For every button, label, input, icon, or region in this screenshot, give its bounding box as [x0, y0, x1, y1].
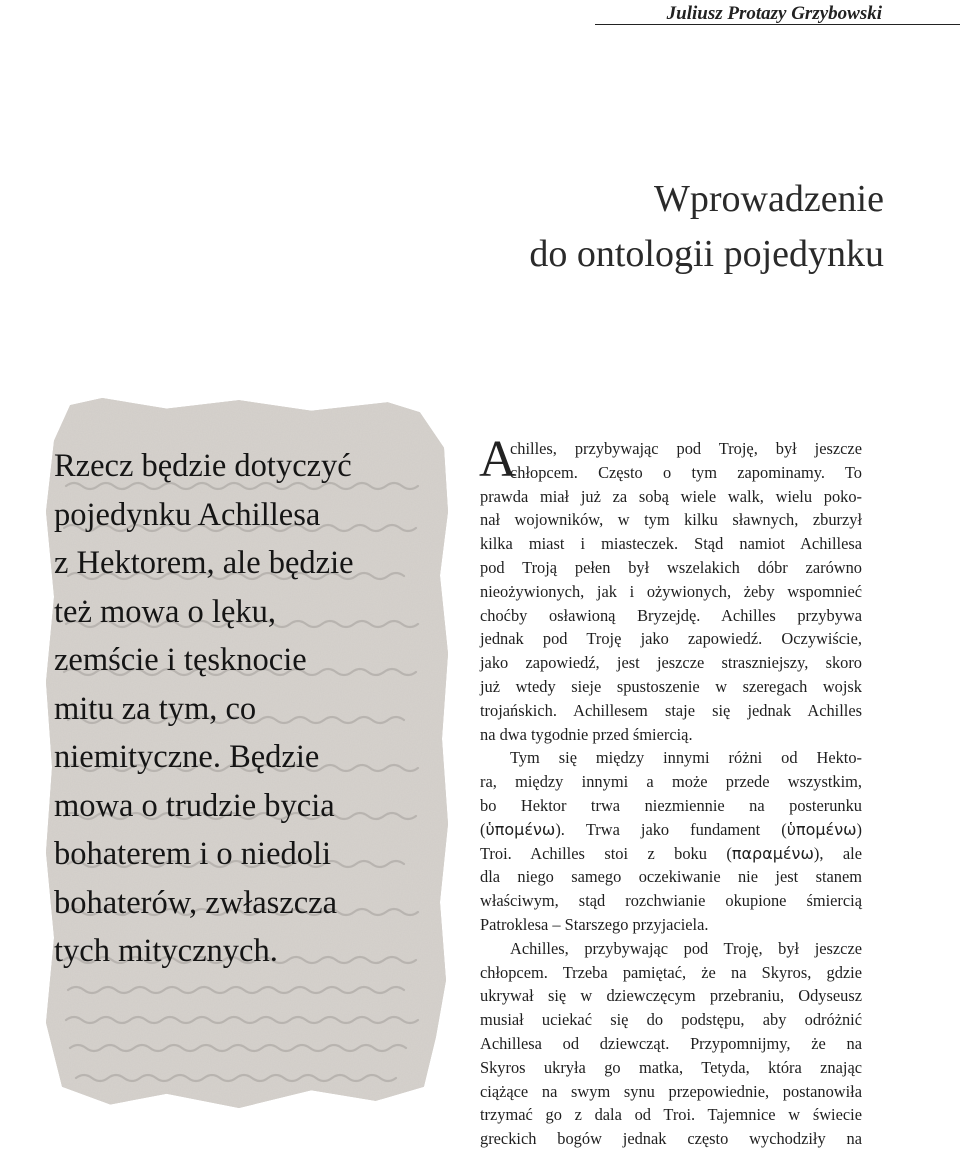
body-line: kilka miast i miasteczek. Stąd namiot Achillesa	[480, 534, 862, 554]
text-fragment: ), ale	[813, 843, 862, 863]
pull-quote-line: zemście i tęsknocie	[54, 642, 307, 678]
body-line: pod Troją pełen był wszelakich dóbr zarówno	[480, 557, 862, 577]
body-line: choćby osławioną Bryzejdę. Achilles przybywa	[480, 605, 862, 625]
pull-quote-line: Rzecz będzie dotyczyć	[54, 448, 352, 484]
body-line: chłopcem. Trzeba pamiętać, że na Skyros, gdzie	[480, 962, 862, 982]
body-line: już wtedy sieje spustoszenie w szeregach wojsk	[480, 676, 862, 696]
body-line: Achilles, przybywając pod Troję, był jeszcze	[510, 938, 862, 958]
body-line: ukrywał się w dziewczęcym przebraniu, Odyseusz	[480, 986, 862, 1006]
pull-quote-line: niemityczne. Będzie	[54, 739, 320, 775]
body-line: Tym się między innymi różni od Hekto-	[510, 748, 862, 768]
body-line: na dwa tygodnie przed śmiercią.	[480, 724, 693, 744]
body-line-greek	[480, 842, 862, 866]
text-fragment: (	[480, 819, 486, 839]
pull-quote-line: mowa o trudzie bycia	[54, 787, 335, 824]
author-name: Juliusz Protazy Grzybowski	[666, 3, 882, 24]
pull-quote-line: tych mitycznych.	[54, 933, 278, 969]
body-line: ciążące na swym synu przepowiednie, postanowiła	[480, 1081, 862, 1101]
body-line: Patroklesa – Starszego przyjaciela.	[480, 914, 709, 934]
body-line: trzymać go z dala od Troi. Tajemnice w świecie	[480, 1105, 862, 1125]
body-line: Skyros ukryła go matka, Tetyda, która znając	[480, 1057, 862, 1077]
greek-word: ὑπομένω	[786, 819, 857, 839]
text-fragment: Troi. Achilles stoi z boku (	[480, 843, 732, 863]
body-line-greek	[480, 818, 862, 842]
running-head	[595, 2, 960, 25]
chapter-title-line: Wprowadzenie	[654, 178, 884, 220]
body-line: nieożywionych, jak i ożywionych, żeby wspomnieć	[480, 581, 862, 601]
chapter-title	[384, 172, 884, 282]
pull-quote-line: też mowa o lęku,	[54, 593, 277, 630]
paragraph-2	[480, 746, 862, 936]
body-line: musiał uciekać się do podstępu, aby odróżnić	[480, 1010, 862, 1030]
body-line: ra, między innymi a może przede wszystkim,	[480, 772, 862, 792]
pull-quote	[54, 442, 434, 976]
body-line: Achillesa od dziewcząt. Przypomnijmy, że na	[480, 1033, 862, 1053]
paragraph-3	[480, 937, 862, 1151]
body-line: nał wojowników, w tym kilku sławnych, zburzył	[480, 510, 862, 530]
body-text	[479, 431, 862, 1151]
paragraph-1	[479, 431, 862, 746]
drop-cap: A	[479, 431, 517, 488]
body-line: jednak pod Troję jako zapowiedź. Oczywiście,	[480, 629, 862, 649]
text-fragment: ). Trwa jako fundament (	[555, 819, 787, 839]
body-line: bo Hektor trwa niezmiennie na posterunku	[480, 795, 862, 815]
greek-word: ὑπομένω	[485, 819, 556, 839]
body-line: jako zapowiedź, jest jeszcze straszniejszy, skoro	[480, 653, 862, 673]
body-line: właściwym, stąd rozchwianie okupione śmiercią	[480, 891, 862, 911]
body-line: chłopcem. Często o tym zapominamy. To	[510, 462, 862, 482]
pull-quote-line: mitu za tym, co	[54, 690, 257, 727]
body-line: trojańskich. Achillesem staje się jednak Achilles	[480, 700, 862, 720]
greek-word: παραμένω	[731, 843, 814, 863]
pull-quote-line: bohaterów, zwłaszcza	[54, 884, 338, 921]
body-line: greckich bogów jednak często wychodziły na	[480, 1129, 862, 1149]
pull-quote-line: z Hektorem, ale będzie	[54, 545, 354, 581]
body-line: chilles, przybywając pod Troję, był jeszcze	[510, 439, 862, 458]
pull-quote-line: bohaterem i o niedoli	[54, 836, 332, 872]
pull-quote-line: pojedynku Achillesa	[54, 496, 321, 533]
body-line: prawda miał już za sobą wiele walk, wielu poko-	[480, 486, 862, 506]
text-fragment: )	[856, 819, 862, 839]
chapter-title-line: do ontologii pojedynku	[529, 233, 884, 275]
body-line: dla niego samego oczekiwanie nie jest stanem	[480, 867, 862, 887]
